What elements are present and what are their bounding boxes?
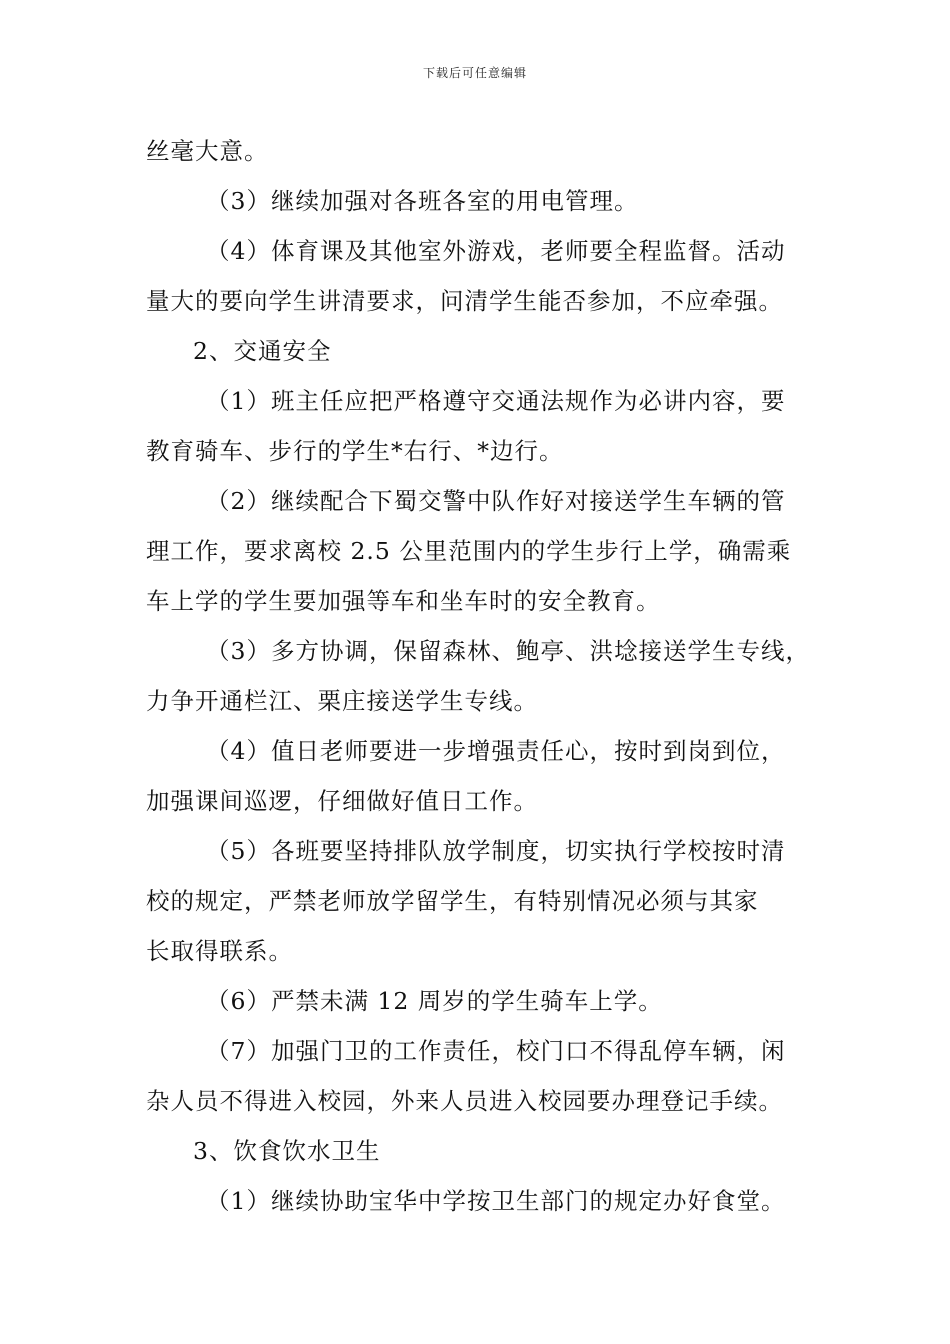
text-line: （5）各班要坚持排队放学制度，切实执行学校按时清	[206, 837, 786, 865]
text-line: （2）继续配合下蜀交警中队作好对接送学生车辆的管	[206, 487, 786, 515]
text-line: 丝毫大意。	[146, 137, 269, 165]
text-line: 车上学的学生要加强等车和坐车时的安全教育。	[146, 587, 661, 615]
text-line: （6）严禁未满 12 周岁的学生骑车上学。	[206, 987, 663, 1015]
text-line: 长取得联系。	[146, 937, 293, 965]
text-line: 杂人员不得进入校园，外来人员进入校园要办理登记手续。	[146, 1087, 783, 1115]
text-line: （7）加强门卫的工作责任，校门口不得乱停车辆，闲	[206, 1037, 786, 1065]
section-heading: 3、饮食饮水卫生	[193, 1137, 381, 1165]
text-line: 教育骑车、步行的学生*右行、*边行。	[146, 437, 564, 465]
text-line: （3）继续加强对各班各室的用电管理。	[206, 187, 639, 215]
text-line: 加强课间巡逻，仔细做好值日工作。	[146, 787, 538, 815]
text-line: 校的规定，严禁老师放学留学生，有特别情况必须与其家	[146, 887, 759, 915]
text-line: （1）班主任应把严格遵守交通法规作为必讲内容，要	[206, 387, 786, 415]
text-line: （1）继续协助宝华中学按卫生部门的规定办好食堂。	[206, 1187, 786, 1215]
body-text	[146, 126, 836, 1226]
text-line: 量大的要向学生讲清要求，问清学生能否参加，不应牵强。	[146, 287, 783, 315]
page-header: 下载后可任意编辑	[422, 66, 527, 80]
text-line: 力争开通栏江、栗庄接送学生专线。	[146, 687, 538, 715]
section-heading: 2、交通安全	[193, 337, 332, 365]
text-line: 理工作，要求离校 2.5 公里范围内的学生步行上学，确需乘	[146, 537, 792, 565]
text-line: （4）体育课及其他室外游戏，老师要全程监督。活动	[206, 237, 786, 265]
text-line: （4）值日老师要进一步增强责任心，按时到岗到位，	[206, 737, 786, 765]
text-line: （3）多方协调，保留森林、鲍亭、洪埝接送学生专线，	[206, 637, 810, 665]
